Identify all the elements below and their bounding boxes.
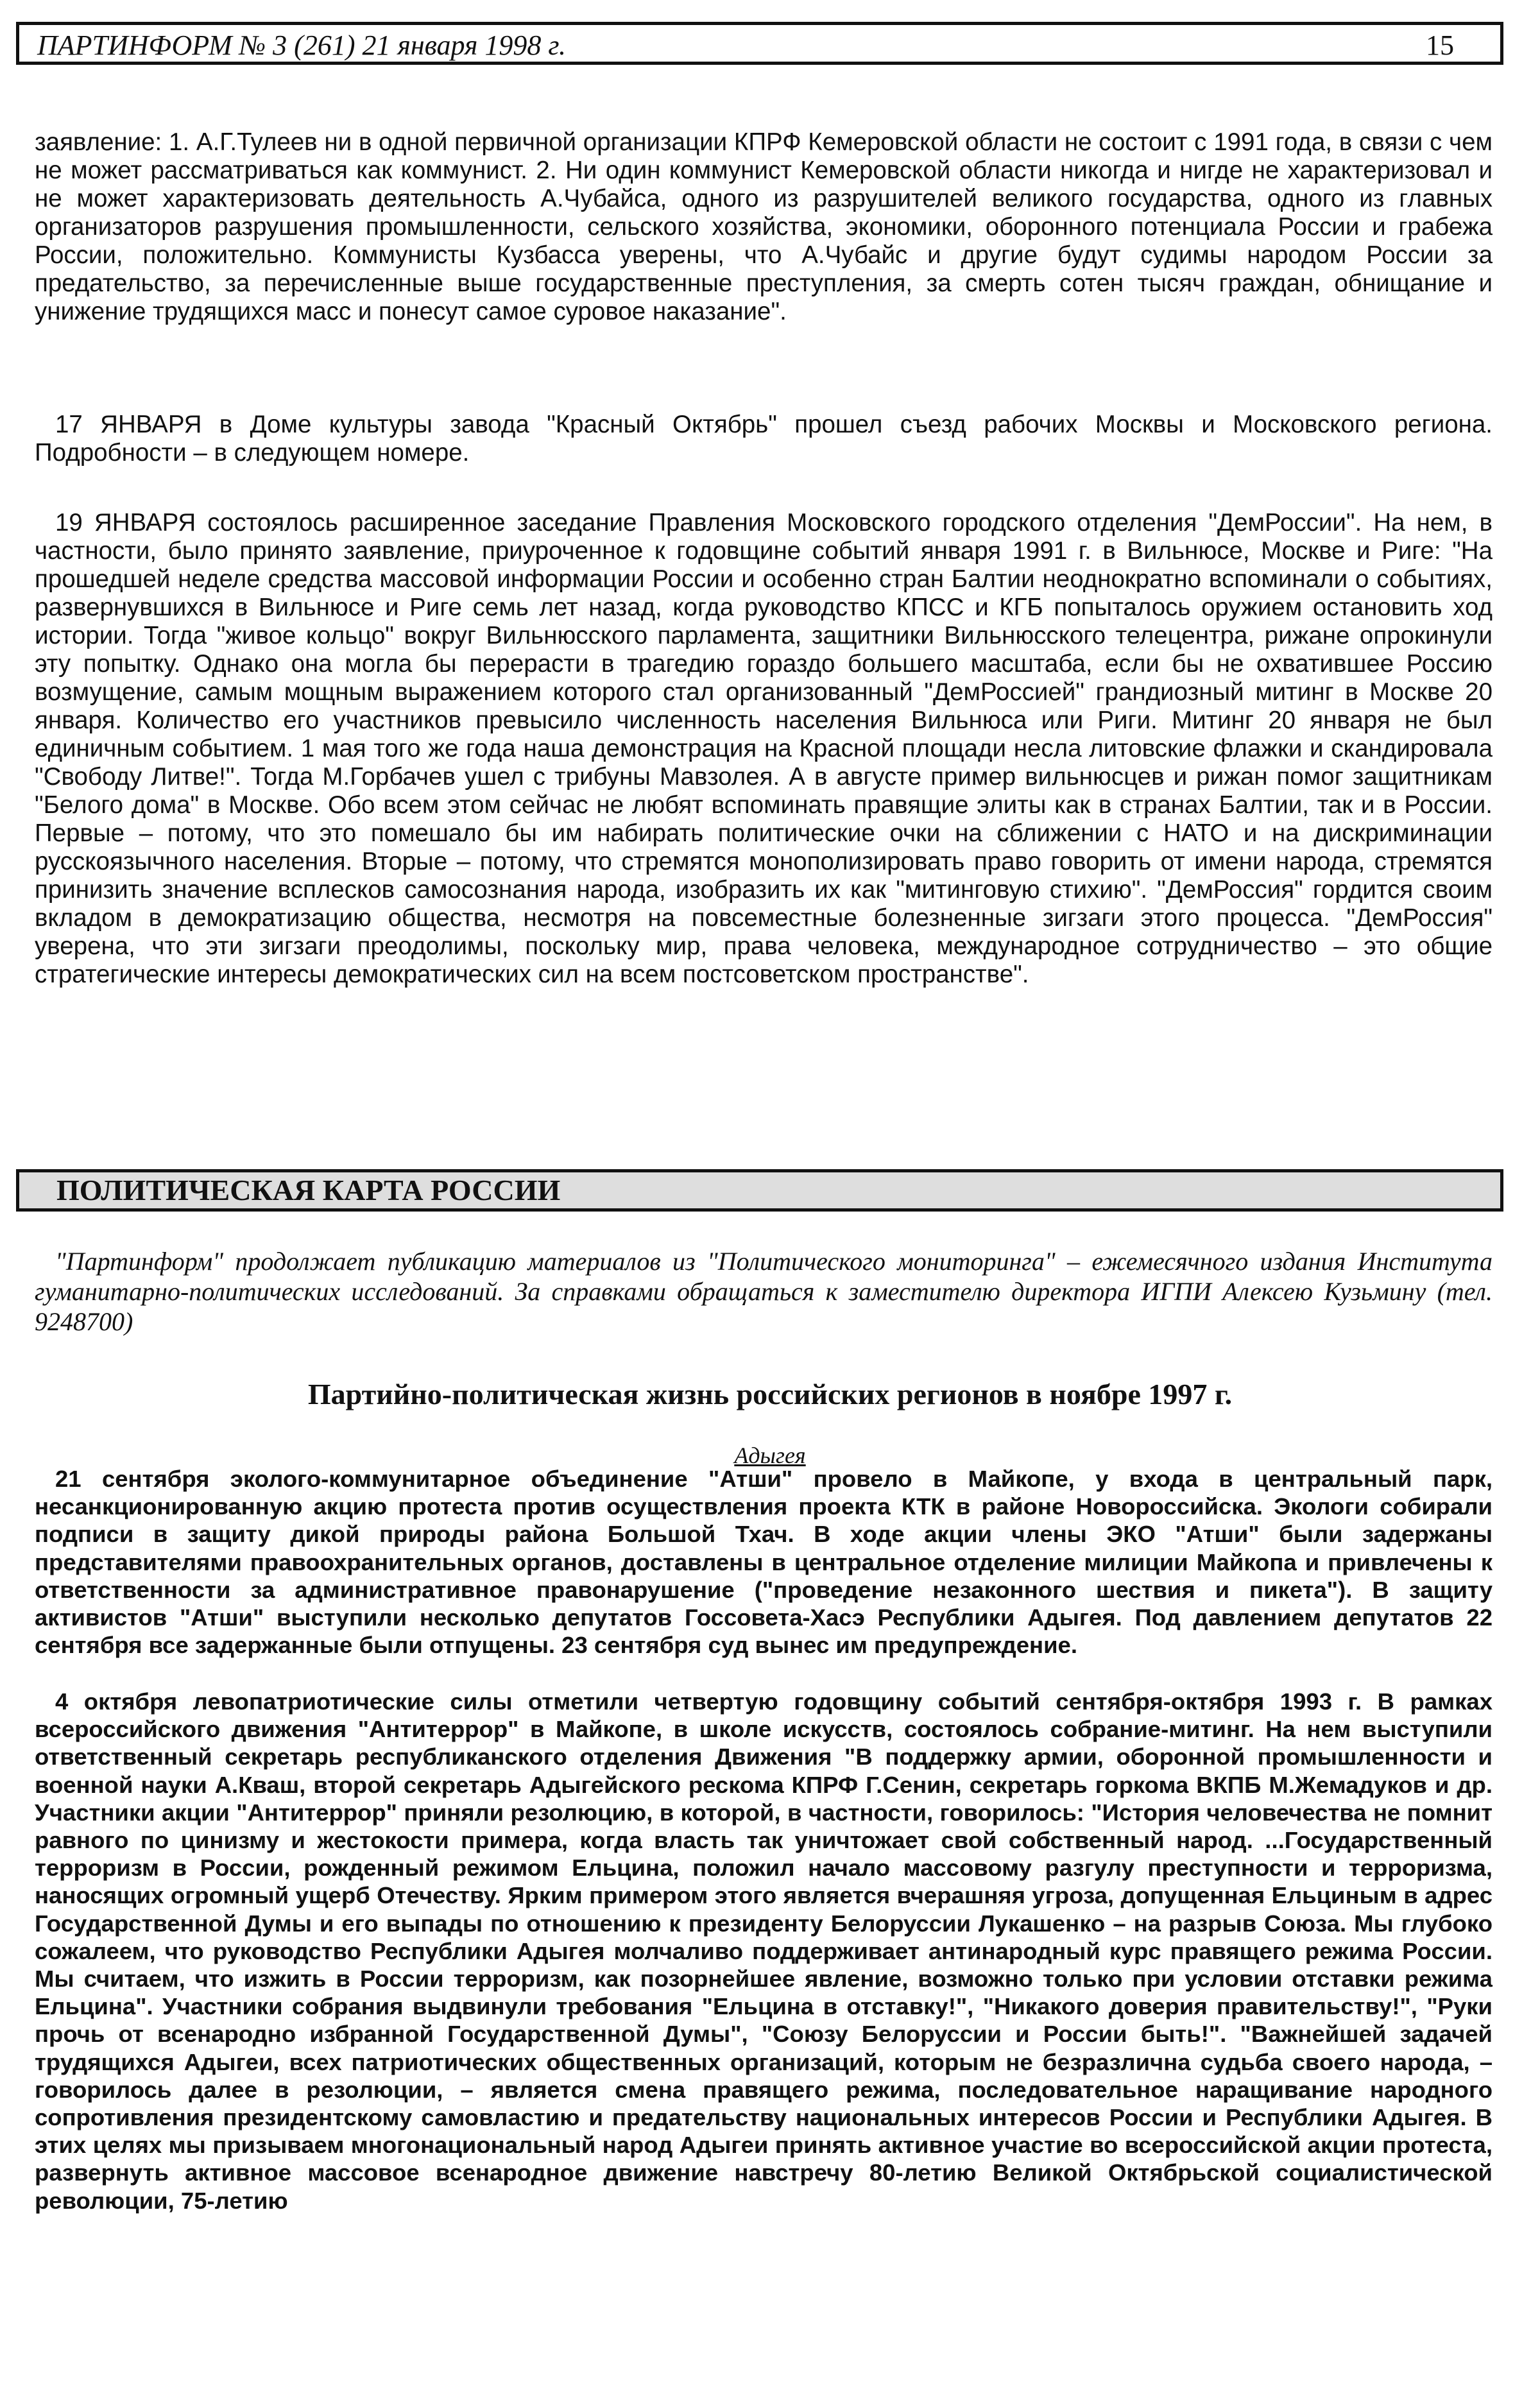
section-intro: "Партинформ" продолжает публикацию материалов из "Политического мониторинга" – ежемесячного издания Института гуманитарно-политических исследований. За справками обращаться к заместителю директора ИГПИ Алексею Кузьмину (тел. 9248700) [35,1247,1493,1336]
region-heading: Адыгея [734,1443,806,1468]
section-heading: ПОЛИТИЧЕСКАЯ КАРТА РОССИИ [16,1169,1503,1212]
article-subtitle: Партийно-политическая жизнь российских регионов в ноябре 1997 г. [307,1378,1233,1410]
publication-title: ПАРТИНФОРМ № 3 (261) 21 января 1998 г. [37,30,567,61]
page-number: 15 [1426,30,1454,61]
paragraph-oct-4: 4 октября левопатриотические силы отметили четвертую годовщину событий сентября-октября 1993 г. В рамках всероссийского движения "Антитеррор" в Майкопе, в школе искусств, состоялось собрание-митинг. На нем выступили ответственный секретарь республиканского отделения Движения "В поддержку армии, оборонной промышленности и военной науки А.Кваш, второй секретарь Адыгейского рескома КПРФ Г.Сенин, секретарь горкома ВКПБ М.Жемадуков и др. Участники акции "Антитеррор" приняли резолюцию, в которой, в частности, говорилось: "История человечества не помнит равного по цинизму и жестокости примера, когда власть так уничтожает свой собственный народ. ...Государственный терроризм в России, рожденный режимом Ельцина, положил начало массовому разгулу преступности и терроризма, наносящих огромный ущерб Отечеству. Ярким примером этого является вчерашняя угроза, допущенная Ельциным в адрес Государственной Думы и его выпады по отношению к президенту Белоруссии Лукашенко – на разрыв Союза. Мы глубоко сожалеем, что руководство Республики Адыгея молчаливо поддерживает антинародный курс правящего режима России. Мы считаем, что изжить в России терроризм, как позорнейшее явление, возможно только при условии отставки режима Ельцина". Участники собрания выдвинули требования "Ельцина в отставку!", "Никакого доверия правительству!", "Руки прочь от всенародно избранной Государственной Думы", "Союзу Белоруссии и России быть!". "Важнейшей задачей трудящихся Адыгеи, всех патриотических общественных организаций, которым не безразлична судьба своего народа, – говорилось далее в резолюции, – является смена правящего режима, последовательное наращивание народного сопротивления президентскому самовластию и предательству национальных интересов России и Республики Адыгея. В этих целях мы призываем многонациональный народ Адыгеи принять активное участие во всероссийской акции протеста, развернуть активное массовое всенародное движение навстречу 80-летию Великой Октябрьской социалистической революции, 75-летию [35,1688,1493,2214]
paragraph-jan-17: 17 ЯНВАРЯ в Доме культуры завода "Красный Октябрь" прошел съезд рабочих Москвы и Московского региона. Подробности – в следующем номере. [35,411,1493,467]
paragraph-statement: заявление: 1. А.Г.Тулеев ни в одной первичной организации КПРФ Кемеровской области не состоит с 1991 года, в связи с чем не может рассматриваться как коммунист. 2. Ни один коммунист Кемеровской области никогда и нигде не характеризовал и не может характеризовать деятельность А.Чубайса, одного из разрушителей великого государства, одного из главных организаторов разрушения промышленности, сельского хозяйства, экономики, оборонного потенциала России и грабежа России, положительно. Коммунисты Кузбасса уверены, что А.Чубайс и другие будут судимы народом России за предательство, за перечисленные выше государственные преступления, за смерть сотен тысяч граждан, обнищание и унижение трудящихся масс и понесут самое суровое наказание". [35,128,1493,325]
paragraph-jan-19: 19 ЯНВАРЯ состоялось расширенное заседание Правления Московского городского отделения "ДемРоссии". На нем, в частности, было принято заявление, приуроченное к годовщине событий января 1991 г. в Вильнюсе, Москве и Риге: "На прошедшей неделе средства массовой информации России и особенно стран Балтии неоднократно вспоминали о событиях, развернувшихся в Вильнюсе и Риге семь лет назад, когда руководство КПСС и КГБ попыталось оружием остановить ход истории. Тогда "живое кольцо" вокруг Вильнюсского парламента, защитники Вильнюсского телецентра, рижане опрокинули эту попытку. Однако она могла бы перерасти в трагедию гораздо большего масштаба, если бы не охватившее Россию возмущение, самым мощным выражением которого стал организованный "ДемРоссией" грандиозный митинг в Москве 20 января. Количество его участников превысило численность населения Вильнюса или Риги. Митинг 20 января не был единичным событием. 1 мая того же года наша демонстрация на Красной площади несла литовские флажки и скандировала "Свободу Литве!". Тогда М.Горбачев ушел с трибуны Мавзолея. А в августе пример вильнюсцев и рижан помог защитникам "Белого дома" в Москве. Обо всем этом сейчас не любят вспоминать правящие элиты как в странах Балтии, так и в России. Первые – потому, что это помешало бы им набирать политические очки на сближении с НАТО и на дискриминации русскоязычного населения. Вторые – потому, что стремятся монополизировать право говорить от имени народа, стремятся принизить значение всплесков самосознания народа, изобразить их как "митинговую стихию". "ДемРоссия" гордится своим вкладом в демократизацию общества, несмотря на повсеместные болезненные зигзаги этого процесса. "ДемРоссия" уверена, что эти зигзаги преодолимы, поскольку мир, права человека, международное сотрудничество – это общие стратегические интересы демократических сил на всем постсоветском пространстве". [35,509,1493,988]
paragraph-sept-21: 21 сентября эколого-коммунитарное объединение "Атши" провело в Майкопе, у входа в центральный парк, несанкционированную акцию протеста против осуществления проекта КТК в районе Новороссийска. Экологи собирали подписи в защиту дикой природы района Большой Тхач. В ходе акции члены ЭКО "Атши" были задержаны представителями правоохранительных органов, доставлены в центральное отделение милиции Майкопа и привлечены к ответственности за административное правонарушение ("проведение незаконного шествия и пикета"). В защиту активистов "Атши" выступили несколько депутатов Госсовета-Хасэ Республики Адыгея. Под давлением депутатов 22 сентября все задержанные были отпущены. 23 сентября суд вынес им предупреждение. [35,1466,1493,1659]
page-header [16,22,1503,65]
